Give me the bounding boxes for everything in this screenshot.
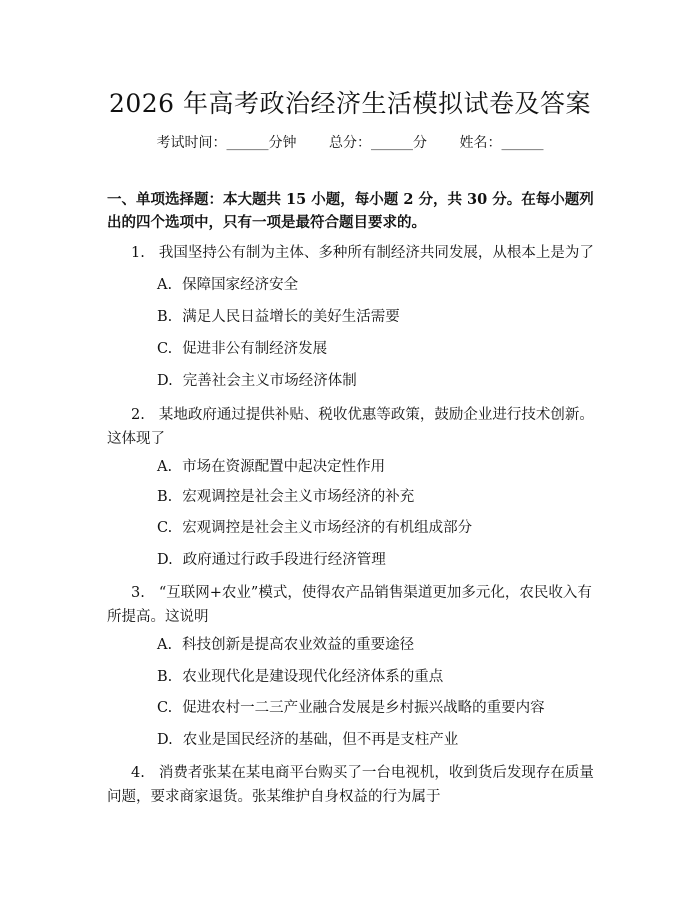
option-text: 市场在资源配置中起决定性作用 bbox=[182, 459, 386, 475]
question-2-option-d bbox=[157, 550, 597, 570]
question-number: 1. bbox=[131, 245, 145, 261]
exam-meta bbox=[0, 132, 700, 152]
option-letter: D. bbox=[157, 373, 173, 389]
question-3-option-b bbox=[157, 667, 597, 687]
question-3 bbox=[107, 581, 601, 629]
question-3-option-a bbox=[157, 635, 597, 655]
page-title: 2026 年高考政治经济生活模拟试卷及答案 bbox=[108, 89, 592, 118]
option-letter: C. bbox=[157, 341, 173, 357]
option-text: 满足人民日益增长的美好生活需要 bbox=[182, 309, 400, 325]
option-text: 宏观调控是社会主义市场经济的补充 bbox=[182, 489, 415, 505]
question-3-option-c bbox=[157, 698, 597, 718]
option-text: 保障国家经济安全 bbox=[182, 277, 299, 293]
total-score-field: 总分：______分 bbox=[329, 135, 427, 151]
question-1-option-d bbox=[157, 371, 597, 391]
student-name-field: 姓名：______ bbox=[459, 135, 544, 151]
question-number: 3. bbox=[131, 585, 145, 601]
option-text: 科技创新是提高农业效益的重要途径 bbox=[182, 637, 415, 653]
section-heading: 一、单项选择题：本大题共 15 小题，每小题 2 分，共 30 分。在每小题列出的四个选项中，只有一项是最符合题目要求的。 bbox=[107, 191, 594, 231]
option-letter: C. bbox=[157, 700, 173, 716]
option-text: 农业是国民经济的基础，但不再是支柱产业 bbox=[182, 732, 459, 748]
question-4 bbox=[107, 761, 601, 809]
question-1-option-a bbox=[157, 275, 597, 295]
option-text: 完善社会主义市场经济体制 bbox=[182, 373, 357, 389]
option-text: 促进非公有制经济发展 bbox=[182, 341, 328, 357]
question-text: 某地政府通过提供补贴、税收优惠等政策，鼓励企业进行技术创新。这体现了 bbox=[107, 407, 594, 447]
option-letter: B. bbox=[157, 669, 173, 685]
option-letter: B. bbox=[157, 309, 173, 325]
question-2-option-c bbox=[157, 518, 597, 538]
question-number: 4. bbox=[131, 765, 145, 781]
question-2 bbox=[107, 403, 601, 451]
option-letter: A. bbox=[157, 637, 173, 653]
question-2-option-b bbox=[157, 487, 597, 507]
question-2-option-a bbox=[157, 457, 597, 477]
option-text: 宏观调控是社会主义市场经济的有机组成部分 bbox=[182, 520, 473, 536]
question-1 bbox=[107, 241, 601, 265]
option-letter: A. bbox=[157, 277, 173, 293]
question-1-option-c bbox=[157, 339, 597, 359]
exam-time-field: 考试时间：______分钟 bbox=[156, 135, 297, 151]
option-letter: A. bbox=[157, 459, 173, 475]
question-3-option-d bbox=[157, 730, 597, 750]
question-text: 消费者张某在某电商平台购买了一台电视机，收到货后发现存在质量问题，要求商家退货。张某维护自身权益的行为属于 bbox=[107, 765, 594, 805]
option-text: 农业现代化是建设现代化经济体系的重点 bbox=[182, 669, 444, 685]
question-1-option-b bbox=[157, 307, 597, 327]
question-text: 我国坚持公有制为主体、多种所有制经济共同发展，从根本上是为了 bbox=[158, 245, 594, 261]
question-text: “互联网+农业”模式，使得农产品销售渠道更加多元化，农民收入有所提高。这说明 bbox=[107, 585, 592, 625]
option-letter: C. bbox=[157, 520, 173, 536]
option-letter: D. bbox=[157, 732, 173, 748]
option-text: 促进农村一二三产业融合发展是乡村振兴战略的重要内容 bbox=[182, 700, 545, 716]
question-number: 2. bbox=[131, 407, 145, 423]
option-text: 政府通过行政手段进行经济管理 bbox=[182, 552, 386, 568]
option-letter: B. bbox=[157, 489, 173, 505]
option-letter: D. bbox=[157, 552, 173, 568]
